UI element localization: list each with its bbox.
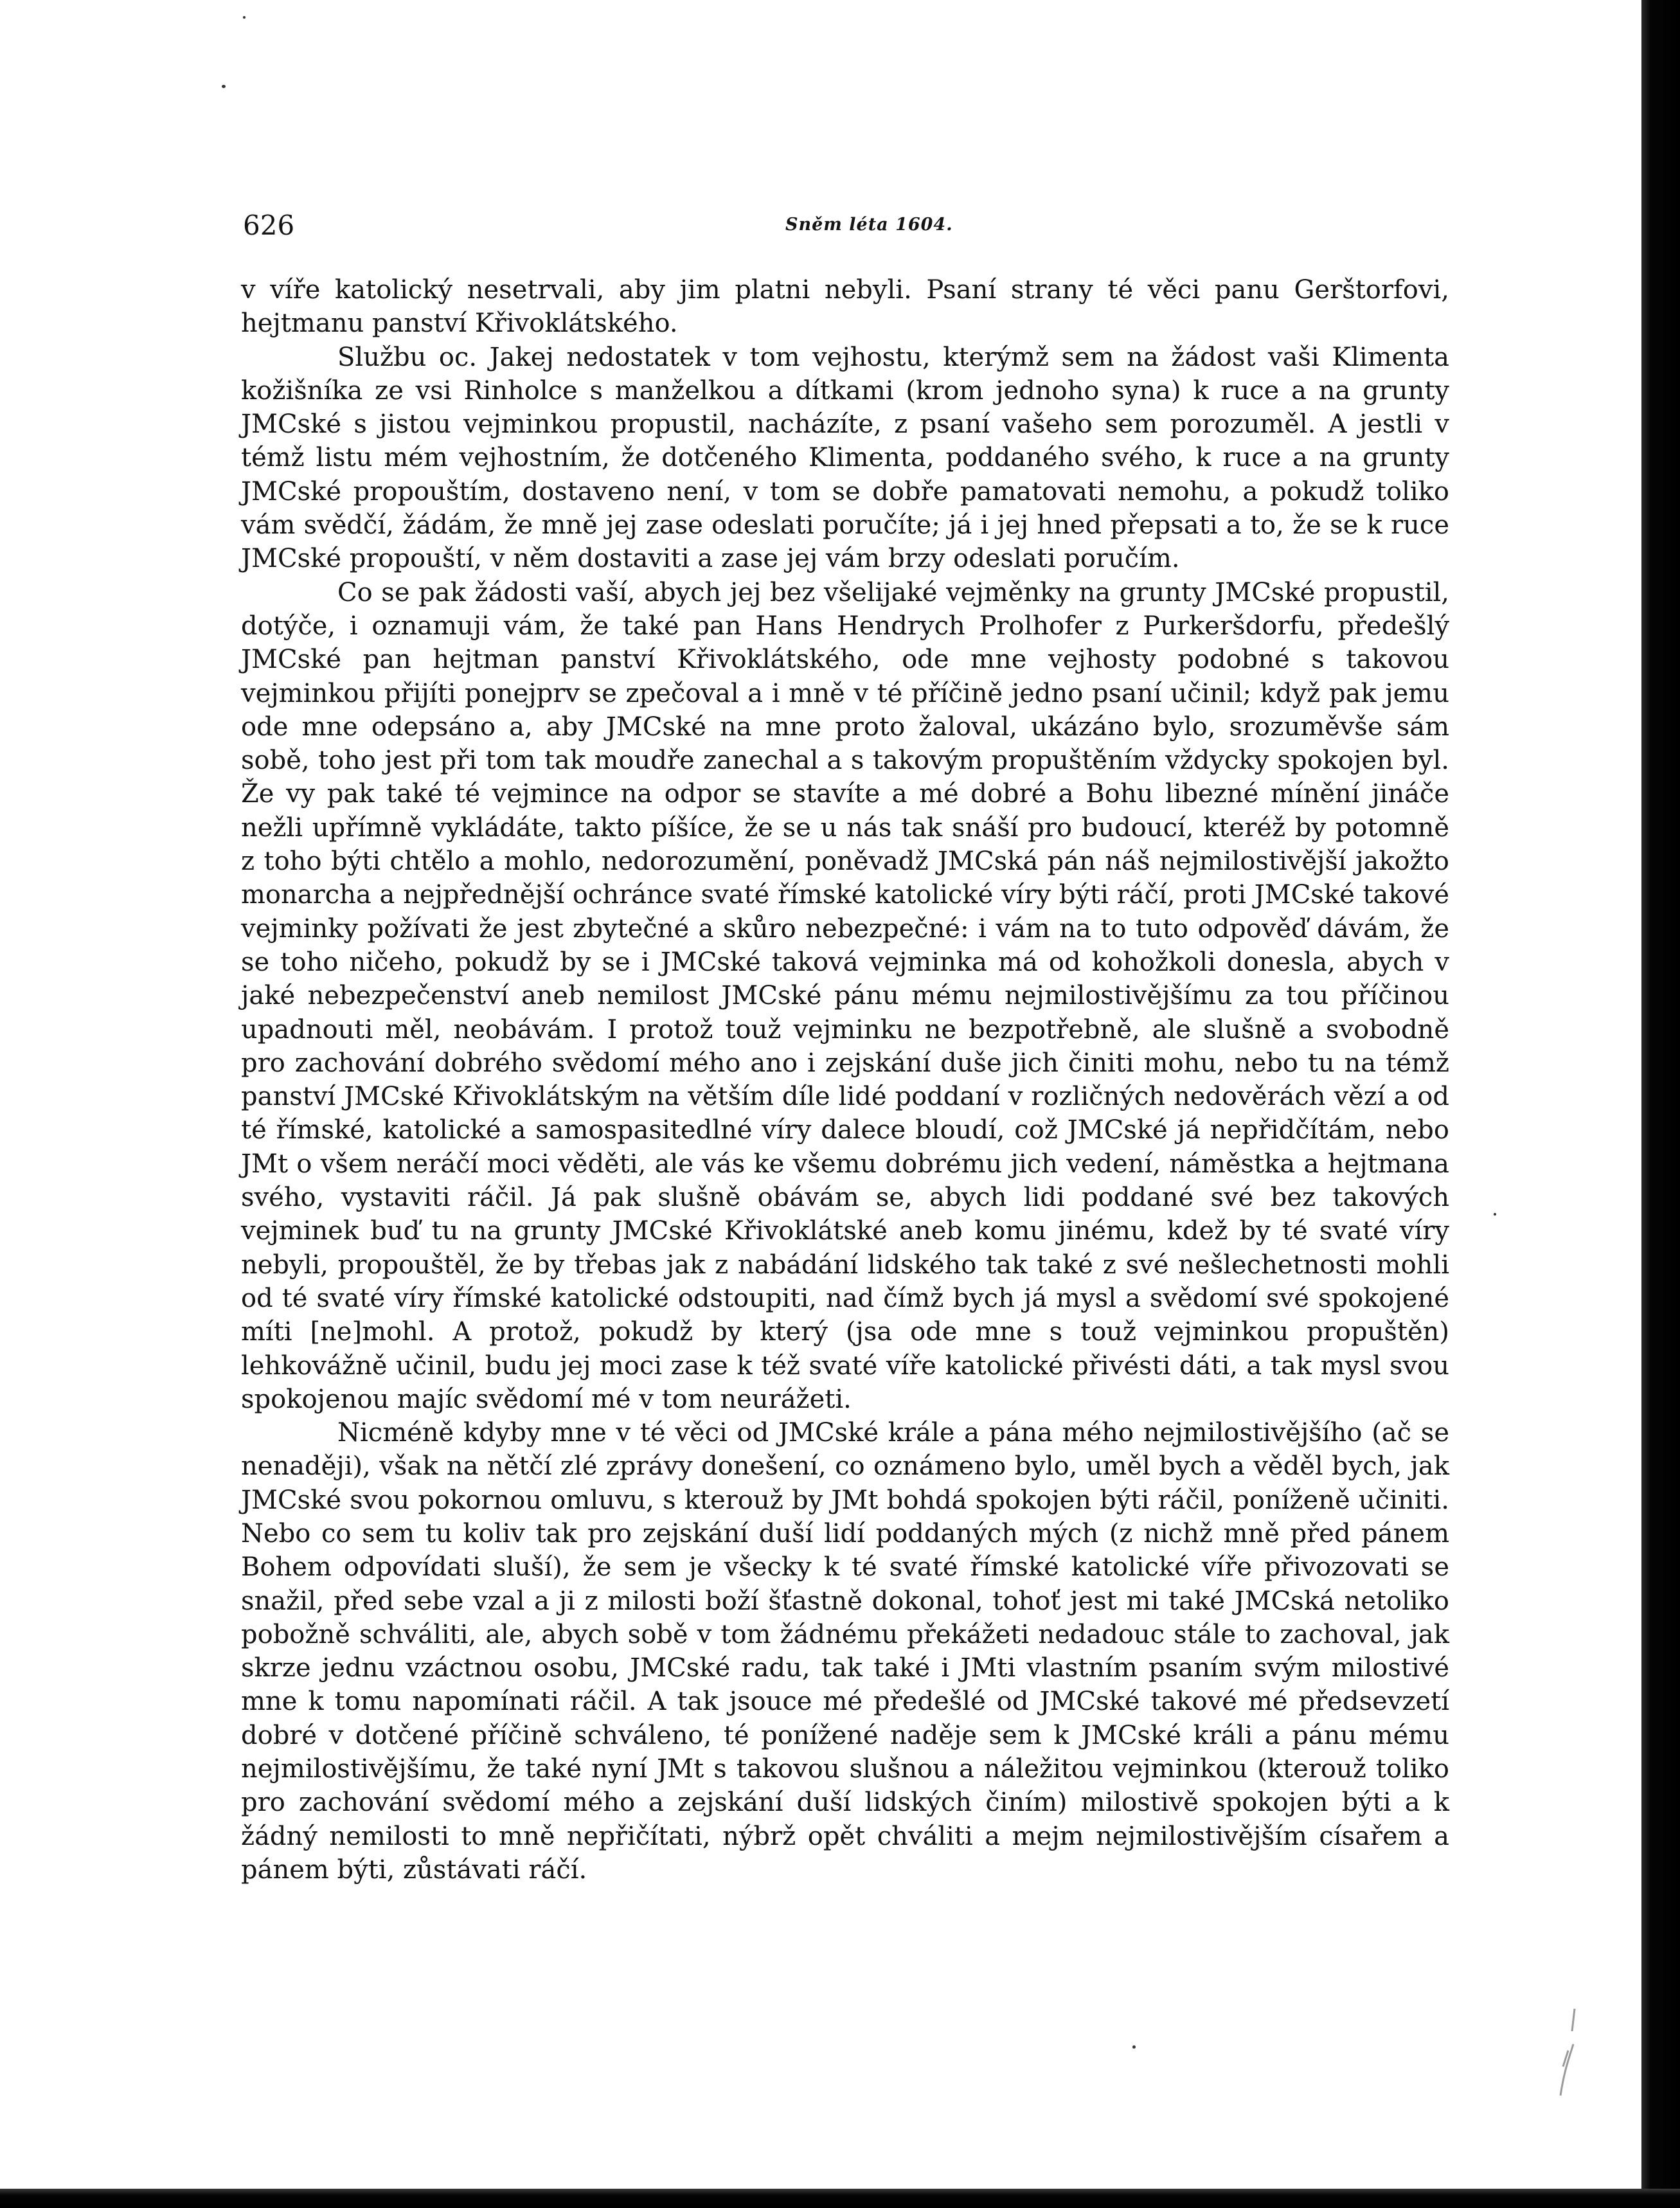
paragraph: Službu oc. Jakej nedostatek v tom vejhostu, kterýmž sem na žádost vaši Klimenta kožišníka ze vsi Rinholce s manželkou a dítkami (krom jednoho syna) k ruce a na grunty JMCské s jistou vejminkou propustil, nacházíte, z psaní vašeho sem porozuměl. A jestli v témž listu mém vejhostním, že dotčeného Klimenta, poddaného svého, k ruce a na grunty JMCské propouštím, dostaveno není, v tom se dobře pamatovati nemohu, a pokudž toliko vám svědčí, žádám, že mně jej zase odeslati poručíte; já i jej hned přepsati a to, že se k ruce JMCské propouští, v něm dostaviti a zase jej vám brzy odeslati poručím. xyxy=(241,342,1449,574)
scan-edge-right xyxy=(1641,0,1680,2208)
dust-speck xyxy=(1494,1213,1496,1216)
running-head: Sněm léta 1604. xyxy=(785,215,953,235)
scan-edge-bottom xyxy=(0,2189,1680,2208)
main-text xyxy=(241,273,1449,1887)
dust-speck xyxy=(1132,2045,1136,2049)
paragraph: v víře katolický nesetrvali, aby jim platni nebyli. Psaní strany té věci panu Gerštorfovi, hejtmanu panství Křivoklátského. xyxy=(241,275,1449,339)
paragraph: Nicméně kdyby mne v té věci od JMCské krále a pána mého nejmilostivějšího (ač se nenaději), však na nětčí zlé zprávy donešení, co oznámeno bylo, uměl bych a věděl bych, jak JMCské svou pokornou omluvu, s kterouž by JMt bohdá spokojen býti ráčil, poníženě učiniti. Nebo co sem tu koliv tak pro zejskání duší lidí poddaných mých (z nichž mně před pánem Bohem odpovídati sluší), že sem je všecky k té svaté římské katolické víře přivozovati se snažil, před sebe vzal a ji z milosti boží šťastně dokonal, tohoť jest mi také JMCská netoliko pobožně schváliti, ale, abych sobě v tom žádnému překážeti nedadouc stále to zachoval, jak skrze jednu vzáctnou osobu, JMCské radu, tak také i JMti vlastním psaním svým milostivé mne k tomu napomínati ráčil. A tak jsouce mé předešlé od JMCské takové mé předsevzetí dobré v dotčené příčině schváleno, té ponížené naděje sem k JMCské králi a pánu mému nejmilostivějšímu, že také nyní JMt s takovou slušnou a náležitou vejminkou (kterouž toliko pro zachování svědomí mého a zejskání duší lidských činím) milostivě spokojen býti a k žádný nemilosti to mně nepřičítati, nýbrž opět chváliti a mejm nejmilostivějším císařem a pánem býti, zůstávati ráčí. xyxy=(241,1418,1449,1885)
dust-speck xyxy=(243,16,246,19)
paragraph: Co se pak žádosti vaší, abych jej bez všelijaké vejměnky na grunty JMCské propustil, dotýče, i oznamuji vám, že také pan Hans Hendrych Prolhofer z Purkeršdorfu, předešlý JMCské pan hejtman panství Křivoklátského, ode mne vejhosty podobné s takovou vejminkou přijíti ponejprv se zpečoval a i mně v té příčině jedno psaní učinil; když pak jemu ode mne odepsáno a, aby JMCské na mne proto žaloval, ukázáno bylo, srozuměvše sám sobě, toho jest při tom tak moudře zanechal a s takovým propuštěním vždycky spokojen byl. Že vy pak také té vejmince na odpor se stavíte a mé dobré a Bohu libezné mínění jináče nežli upřímně vykládáte, takto píšíce, že se u nás tak snáší pro budoucí, kteréž by potomně z toho býti chtělo a mohlo, nedorozumění, poněvadž JMCská pán náš nejmilostivější jakožto monarcha a nejpřednější ochránce svaté římské katolické víry býti ráčí, proti JMCské takové vejminky požívati že jest zbytečné a skůro nebezpečné: i vám na to tuto odpověď dávám, že se toho ničeho, pokudž by se i JMCské taková vejminka má od kohožkoli donesla, abych v jaké nebezpečenství aneb nemilost JMCské pánu mému nejmilostivějšímu za tou příčinou upadnouti měl, neobávám. I protož touž vejminku ne bezpotřebně, ale slušně a svobodně pro zachování dobrého svědomí mého ano i zejskání duše jich činiti mohu, nebo tu na témž panství JMCské Křivoklátským na větším díle lidé poddaní v rozličných nedověrách vězí a od té římské, katolické a samospasitedlné víry dalece bloudí, což JMCské já nepřidčítám, nebo JMt o všem neráčí moci věděti, ale vás ke všemu dobrému jich vedení, náměstka a hejtmana svého, vystaviti ráčil. Já pak slušně obávám se, abych lidi poddané své bez takových vejminek buď tu na grunty JMCské Křivoklátské aneb komu jinému, kdež by té svaté víry nebyli, propouštěl, že by třebas jak z nabádání lidského tak také z své nešlechetnosti mohli od té svaté víry římské katolické odstoupiti, nad čímž bych já mysl a svědomí své spokojené míti [ne]mohl. A protož, pokudž by který (jsa ode mne s touž vejminkou propuštěn) lehkovážně učinil, budu jej moci zase k též svaté víře katolické přivésti dáti, a tak mysl svou spokojenou majíc svědomí mé v tom neurážeti. xyxy=(241,577,1449,1414)
dust-speck xyxy=(222,85,226,88)
page-number: 626 xyxy=(243,210,295,241)
pencil-mark xyxy=(1555,2006,1581,2102)
